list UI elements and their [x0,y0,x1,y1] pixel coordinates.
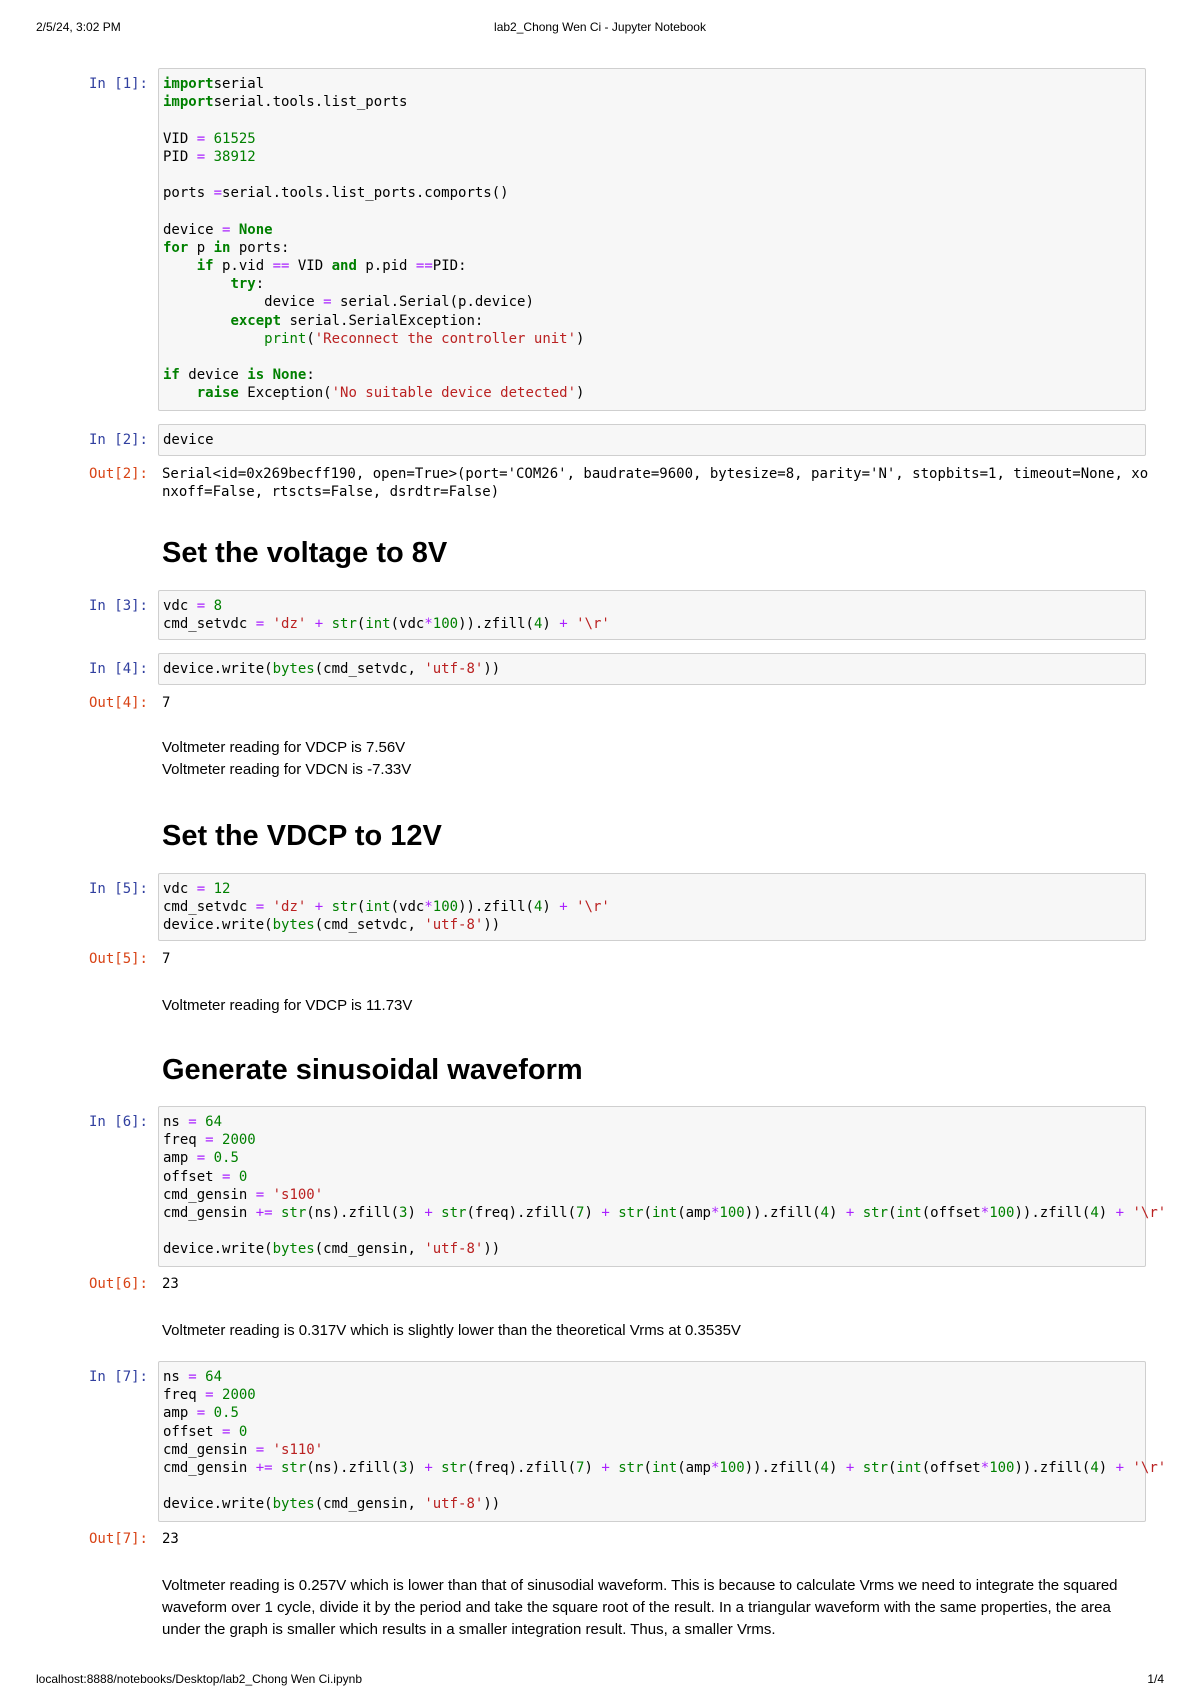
code-token: 3 [399,1205,408,1222]
code-token: import [163,94,214,111]
code-token: 2000 [213,1387,256,1404]
code-token: + [306,616,324,633]
code-token: 100 [719,1460,745,1477]
code-token: bytes [272,1496,315,1513]
code-token: 'No suitable device detected' [331,385,577,402]
markdown-text: Voltmeter reading for VDCN is -7.33V [162,761,412,778]
code-token: 'dz' [264,899,307,916]
code-token: + [550,899,568,916]
code-token: cmd_gensin [163,1186,256,1203]
code-token: ( [356,899,366,916]
code-token: + [1107,1460,1125,1477]
code-token: ) [407,1205,416,1222]
code-token: 4 [1090,1460,1099,1477]
code-token: str [432,1460,467,1477]
code-editor[interactable] [158,424,1146,456]
code-token: freq [163,1387,206,1404]
input-prompt: In [5]: [88,881,148,897]
code-token: 7 [576,1460,585,1477]
code-token: None [264,367,307,384]
code-token: )).zfill( [458,899,534,916]
code-token: raise [196,385,239,402]
code-token: * [710,1460,720,1477]
code-token: + [415,1205,433,1222]
code-token: 100 [432,616,459,633]
code-token: ) [576,330,585,347]
code-token: 2000 [213,1132,256,1149]
code-token: * [980,1460,990,1477]
code-token: bytes [272,917,315,934]
code-token: serial.SerialException: [281,312,484,329]
code-token: ) [542,899,551,916]
code-token: None [230,221,273,238]
code-token: : [306,367,315,384]
heading-generate-sinusoidal [162,1054,1132,1087]
code-token: '\r' [567,616,610,633]
code-token: * [980,1205,990,1222]
code-token [163,385,197,401]
code-token: device.write( [163,1496,273,1513]
code-token: 64 [196,1114,223,1130]
code-token [163,276,230,292]
code-token: PID [163,148,197,165]
code-token: ) [584,1205,593,1222]
markdown-text: Voltmeter reading for VDCP is 7.56V [162,739,406,756]
markdown-text: Voltmeter reading for VDCP is 11.73V [162,997,413,1014]
code-editor[interactable] [158,68,1146,411]
code-token: = [222,221,231,238]
code-token: 0 [230,1168,248,1185]
code-token: ) [828,1460,838,1477]
code-text [163,597,1141,633]
section-heading: Set the voltage to 8V [162,537,448,569]
code-text [163,880,1141,935]
code-token: PID: [432,258,467,275]
code-token: ) [1098,1460,1108,1477]
code-token: (ns).zfill( [306,1460,400,1477]
code-token: 's100' [264,1186,324,1203]
code-token [163,331,264,347]
code-token: (vdc [390,899,425,916]
code-token: == [415,258,433,275]
code-token: in [213,239,231,256]
code-token: cmd_gensin [163,1205,256,1222]
code-token: = [255,1186,265,1203]
page-number: 1/4 [1147,1672,1164,1686]
code-token: = [196,1405,206,1422]
code-token: (freq).zfill( [466,1460,577,1477]
code-token: 100 [719,1205,745,1222]
code-token: device [163,432,214,448]
code-token: + [1107,1205,1125,1222]
code-token: device.write( [163,917,273,934]
code-token: 38912 [205,148,256,165]
code-token: 4 [533,899,543,916]
code-token: 3 [399,1460,408,1477]
code-token: = [222,1423,231,1440]
output-prompt: Out[7]: [88,1531,148,1547]
code-token: ) [828,1205,838,1222]
code-token: )) [483,661,501,677]
code-token: device.write( [163,661,273,677]
code-token: bytes [272,661,315,677]
code-token: = [255,1441,265,1458]
code-token: 8 [205,598,223,614]
code-token: = [205,1387,214,1404]
code-token: offset [163,1168,223,1185]
code-token: if [196,258,214,275]
code-token: 'utf-8' [424,1241,484,1258]
code-token: == [272,258,290,275]
code-editor[interactable] [158,1106,1167,1267]
code-token: serial [213,76,265,92]
code-token: 4 [820,1460,829,1477]
code-token: = [196,130,206,147]
code-token: + [592,1460,610,1477]
markdown-vdcp-vdcn [162,737,1132,781]
code-token: )).zfill( [744,1205,821,1222]
code-text [163,431,1141,449]
code-token: VID [289,258,332,275]
code-token: 's110' [264,1441,324,1458]
code-token: + [837,1205,855,1222]
code-token: ns [163,1114,189,1130]
code-token: p [188,239,214,256]
notebook-url: localhost:8888/notebooks/Desktop/lab2_Chong Wen Ci.ipynb [36,1672,362,1686]
code-token: 0.5 [205,1150,239,1167]
code-token: + [592,1205,610,1222]
code-token: + [837,1460,855,1477]
input-prompt: In [3]: [88,598,148,614]
code-token: int [365,899,391,916]
code-token: device [163,221,223,238]
code-token: vdc [163,598,197,614]
code-token: (amp [677,1460,711,1477]
code-text [163,660,1141,678]
code-token: + [306,899,324,916]
code-token: ( [888,1460,897,1477]
code-token: for [163,239,189,256]
print-datetime: 2/5/24, 3:02 PM [36,20,121,34]
cell-output: 23 [162,1531,179,1547]
code-token: ( [643,1460,652,1477]
code-token: if [163,367,180,384]
code-token: = [213,185,223,202]
code-token: and [331,258,357,275]
code-token: + [415,1460,433,1477]
code-token: ) [1098,1205,1108,1222]
code-token: = [196,598,206,614]
code-token: import [163,76,214,92]
code-token: str [432,1205,467,1222]
code-token: Exception( [238,385,332,402]
code-token: serial.tools.list_ports.comports() [222,185,509,202]
code-token: device [163,294,324,311]
code-token: 'utf-8' [424,1496,484,1513]
code-token: str [609,1460,644,1477]
code-token: ) [407,1460,416,1477]
code-token: (cmd_gensin, [314,1496,425,1513]
code-token: ports [163,185,214,202]
code-token: = [205,1132,214,1149]
code-token: 4 [533,616,543,633]
heading-set-vdcp [162,820,1132,853]
code-token: 'utf-8' [424,661,484,677]
code-token: = [196,1150,206,1167]
code-token: amp [163,1150,197,1167]
code-token: print [264,330,307,347]
code-token: ) [542,616,551,633]
code-token: vdc [163,881,197,897]
heading-set-voltage [162,537,1132,570]
code-token: freq [163,1132,206,1149]
markdown-triangular-result [162,1575,1132,1641]
code-token: : [255,276,265,293]
code-token: str [323,616,357,633]
code-token: += [255,1205,273,1222]
input-prompt: In [1]: [88,76,148,92]
code-token: str [272,1205,307,1222]
code-token: '\r' [1124,1460,1167,1477]
code-token: )).zfill( [1014,1460,1091,1477]
code-token: ( [306,330,315,347]
code-token: 100 [989,1205,1015,1222]
code-token: = [188,1114,197,1130]
code-token: int [651,1205,678,1222]
code-token: cmd_gensin [163,1460,256,1477]
code-token: p.vid [213,258,273,275]
code-token: p.pid [356,258,416,275]
code-token: 'dz' [264,616,307,633]
notebook-title: lab2_Chong Wen Ci - Jupyter Notebook [494,20,706,34]
code-token: (offset [921,1460,981,1477]
code-token: str [854,1460,888,1477]
code-token: int [896,1460,922,1477]
code-token: '\r' [567,899,610,916]
code-token: 64 [196,1369,223,1385]
code-token: cmd_gensin [163,1441,256,1458]
code-token: serial.Serial(p.device) [331,294,534,311]
input-prompt: In [6]: [88,1114,148,1130]
code-editor[interactable] [158,590,1146,640]
code-token: int [896,1205,922,1222]
code-token: ( [643,1205,652,1222]
code-text [163,1368,1167,1514]
input-prompt: In [2]: [88,432,148,448]
code-token: serial.tools.list_ports [213,94,408,111]
section-heading: Set the VDCP to 12V [162,820,442,852]
code-token: str [323,899,357,916]
code-token: offset [163,1423,223,1440]
output-prompt: Out[4]: [88,695,148,711]
code-token: = [188,1369,197,1385]
cell-output: Serial<id=0x269becff190, open=True>(port='COM26', baudrate=9600, bytesize=8, parity='N', stopbits=1, timeout=None, xo nxoff=False, rtscts=False, dsrdtr=False) [162,466,1149,501]
code-token: VID [163,130,197,147]
output-prompt: Out[6]: [88,1276,148,1292]
code-token: str [854,1205,888,1222]
code-token: )).zfill( [744,1460,821,1477]
output-prompt: Out[5]: [88,951,148,967]
code-token [163,313,230,329]
markdown-text: Voltmeter reading is 0.317V which is slightly lower than the theoretical Vrms at 0.3535V [162,1322,741,1339]
code-token: device.write( [163,1241,273,1258]
code-token: str [272,1460,307,1477]
code-editor[interactable] [158,873,1146,941]
code-token: )).zfill( [458,616,534,633]
markdown-text: Voltmeter reading is 0.257V which is lower than that of sinusodial waveform. This is because to calculate Vrms we need to integrate the squared waveform over 1 cycle, divide it by the period and take the square root of the result. In a triangular waveform with the same properties, the area under the graph is smaller which results in a smaller integration result. Thus, a smaller Vrms. [162,1577,1118,1638]
code-text [163,1113,1167,1259]
code-token: 4 [1090,1205,1099,1222]
code-token: )) [483,917,501,934]
code-token: int [651,1460,678,1477]
code-token: 4 [820,1205,829,1222]
code-token: ) [584,1460,593,1477]
code-editor[interactable] [158,1361,1167,1522]
code-token: )) [483,1241,501,1258]
code-token: += [255,1460,273,1477]
code-token: cmd_setvdc [163,616,256,633]
code-token: 61525 [205,130,256,147]
code-token: = [222,1168,231,1185]
code-token: ns [163,1369,189,1385]
code-token: cmd_setvdc [163,899,256,916]
code-token: = [255,899,265,916]
code-token: = [323,294,332,311]
code-token: = [255,616,265,633]
markdown-vdcp [162,995,1132,1017]
section-heading: Generate sinusoidal waveform [162,1054,583,1086]
code-text [163,75,1141,403]
cell-output: 23 [162,1276,179,1292]
code-token: )) [483,1496,501,1513]
code-token: str [609,1205,644,1222]
code-token: )).zfill( [1014,1205,1091,1222]
code-token: 12 [205,881,231,897]
code-token: (vdc [390,616,425,633]
code-token: is [247,367,265,384]
code-token: (amp [677,1205,711,1222]
code-token: 100 [432,899,459,916]
cell-output: 7 [162,695,171,711]
code-token: ( [888,1205,897,1222]
code-token: (cmd_setvdc, [314,661,425,677]
code-token: = [196,148,206,165]
code-token [163,258,197,274]
code-token: (freq).zfill( [466,1205,577,1222]
code-token: (cmd_setvdc, [314,917,425,934]
code-token: ( [356,616,366,633]
code-token: 'utf-8' [424,917,484,934]
code-token: + [550,616,568,633]
code-token: 100 [989,1460,1015,1477]
code-token: ports: [230,239,290,256]
code-token: (ns).zfill( [306,1205,400,1222]
code-token: 0 [230,1423,248,1440]
code-token: int [365,616,391,633]
code-token: * [424,899,433,916]
code-token: except [230,312,282,329]
code-token: = [196,881,206,897]
code-token: ) [576,385,585,402]
code-token: try [230,276,256,293]
code-token: 7 [576,1205,585,1222]
code-token: (cmd_gensin, [314,1241,425,1258]
markdown-sinusoidal-result [162,1320,1132,1342]
code-token: * [710,1205,720,1222]
input-prompt: In [7]: [88,1369,148,1385]
cell-output: 7 [162,951,171,967]
code-token: device [179,367,248,384]
code-token: '\r' [1124,1205,1167,1222]
code-token: 'Reconnect the controller unit' [314,330,577,347]
code-token: 0.5 [205,1405,239,1422]
code-editor[interactable] [158,653,1146,685]
code-token: * [424,616,433,633]
code-token: (offset [921,1205,981,1222]
output-prompt: Out[2]: [88,466,148,482]
input-prompt: In [4]: [88,661,148,677]
code-token: bytes [272,1241,315,1258]
code-token: amp [163,1405,197,1422]
